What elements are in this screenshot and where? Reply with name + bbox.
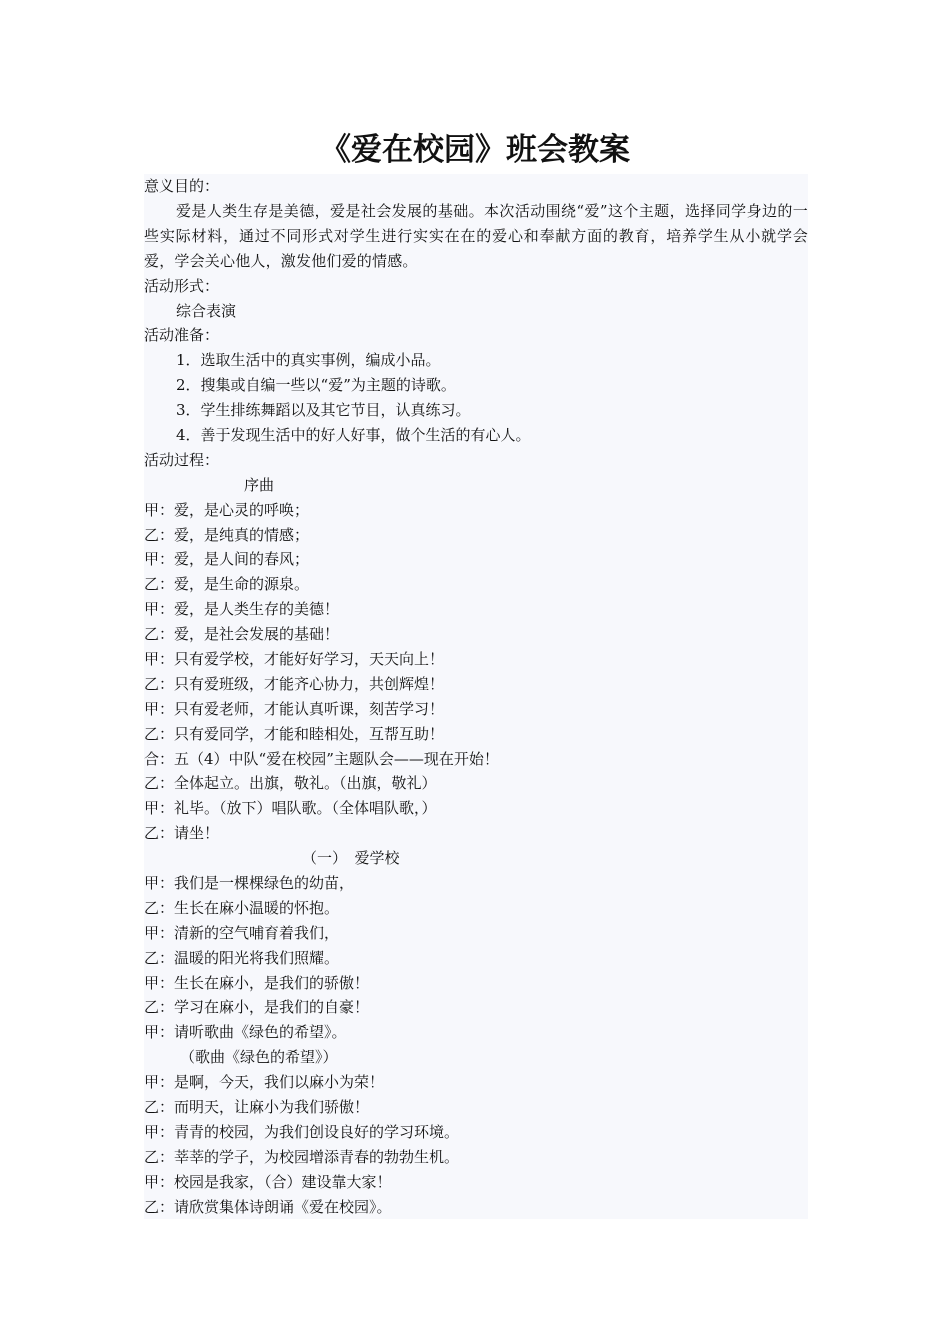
section-title: （一） 爱学校: [302, 849, 400, 868]
dialogue-line: 乙：爱，是纯真的情感；: [144, 525, 310, 544]
overture-title: 序曲: [244, 475, 275, 494]
document-body: [144, 174, 808, 1219]
dialogue-line: 乙：而明天，让麻小为我们骄傲！: [144, 1098, 370, 1116]
dialogue-line: 乙：爱，是社会发展的基础！: [144, 625, 340, 644]
dialogue-line: 乙：全体起立。出旗，敬礼。（出旗，敬礼）: [144, 774, 437, 793]
song-note: （歌曲《绿色的希望》）: [180, 1048, 338, 1067]
document-title: 《爱在校园》班会教案: [320, 132, 630, 168]
dialogue-line: 甲：爱，是人间的春风；: [144, 550, 310, 569]
dialogue-line: 甲：清新的空气哺育着我们，: [144, 923, 340, 942]
prep-item: 2．搜集或自编一些以“爱”为主题的诗歌。: [176, 376, 456, 395]
prep-item: 4．善于发现生活中的好人好事，做个生活的有心人。: [176, 425, 531, 444]
dialogue-line: 甲：礼毕。（放下）唱队歌。（全体唱队歌，）: [144, 799, 437, 818]
purpose-paragraph: 爱是人类生存是美德，爱是社会发展的基础。本次活动围绕“爱”这个主题，选择同学身边的一些实际材料，通过不同形式对学生进行实实在在的爱心和奉献方面的教育，培养学生从小就学会爱，学会关心他人，激发他们爱的情感。: [144, 201, 808, 270]
dialogue-line: 甲：请听歌曲《绿色的希望》。: [144, 1023, 347, 1042]
dialogue-line: 甲：生长在麻小，是我们的骄傲！: [144, 973, 370, 992]
dialogue-line: 甲：只有爱老师，才能认真听课，刻苦学习！: [144, 699, 445, 718]
dialogue-line: 乙：生长在麻小温暖的怀抱。: [144, 898, 340, 917]
dialogue-line: 乙：莘莘的学子，为校园增添青春的勃勃生机。: [144, 1147, 460, 1166]
dialogue-line: 乙：请坐！: [144, 824, 220, 843]
purpose-heading: 意义目的：: [144, 177, 220, 195]
prep-item: 1．选取生活中的真实事例，编成小品。: [176, 351, 441, 370]
dialogue-line: 甲：只有爱学校，才能好好学习，天天向上！: [144, 649, 445, 668]
dialogue-line: 乙：只有爱同学，才能和睦相处，互帮互助！: [144, 724, 445, 743]
prep-item: 3．学生排练舞蹈以及其它节目，认真练习。: [176, 401, 471, 420]
dialogue-line: 乙：只有爱班级，才能齐心协力，共创辉煌！: [144, 674, 445, 693]
form-text: 综合表演: [176, 301, 237, 320]
dialogue-line: 乙：学习在麻小，是我们的自豪！: [144, 998, 370, 1017]
dialogue-line: 甲：校园是我家，（合）建设靠大家！: [144, 1172, 392, 1191]
dialogue-line: 甲：爱，是心灵的呼唤；: [144, 500, 310, 519]
dialogue-line: 甲：我们是一棵棵绿色的幼苗，: [144, 873, 355, 892]
dialogue-line: 合：五（4）中队“爱在校园”主题队会——现在开始！: [144, 749, 499, 768]
dialogue-line: 甲：是啊，今天，我们以麻小为荣！: [144, 1073, 385, 1092]
prep-heading: 活动准备：: [144, 326, 220, 345]
dialogue-line: 乙：爱，是生命的源泉。: [144, 575, 310, 594]
dialogue-line: 甲：爱，是人类生存的美德！: [144, 600, 340, 619]
dialogue-line: 乙：请欣赏集体诗朗诵《爱在校园》。: [144, 1197, 392, 1216]
process-heading: 活动过程：: [144, 450, 220, 469]
dialogue-line: 乙：温暖的阳光将我们照耀。: [144, 948, 340, 967]
form-heading: 活动形式：: [144, 276, 220, 295]
dialogue-line: 甲：青青的校园，为我们创设良好的学习环境。: [144, 1122, 460, 1141]
